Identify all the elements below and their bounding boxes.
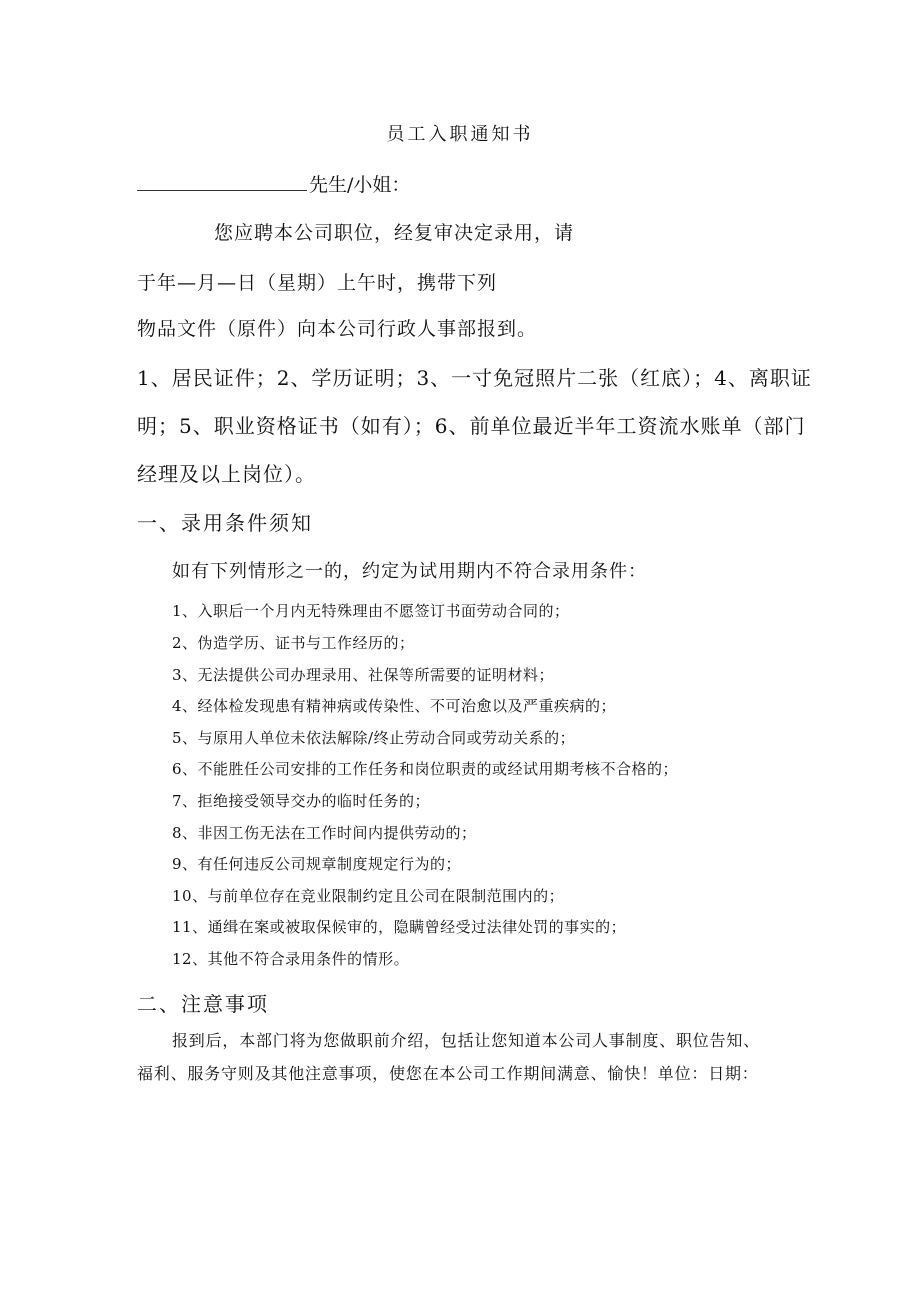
section2-heading: 二、注意事项 [137,992,269,1016]
page-title: 员工入职通知书 [386,124,534,145]
notice-line-2: 于年—月—日（星期）上午时，携带下列 [137,272,498,294]
condition-item: 5、与原用人单位未依法解除/终止劳动合同或劳动关系的； [172,729,576,747]
condition-item: 4、经体检发现患有精神病或传染性、不可治愈以及严重疾病的； [172,697,617,715]
condition-item: 8、非因工伤无法在工作时间内提供劳动的； [172,824,477,842]
notice-line-1: 您应聘本公司职位，经复审决定录用，请 [214,222,575,244]
section1-heading: 一、录用条件须知 [137,511,313,535]
condition-item: 3、无法提供公司办理录用、社保等所需要的证明材料； [172,666,555,684]
greeting-text: 先生/小姐： [309,174,411,196]
condition-item: 7、拒绝接受领导交办的临时任务的； [172,792,431,810]
greeting [137,170,410,197]
section1-intro: 如有下列情形之一的，约定为试用期内不符合录用条件： [172,561,647,582]
required-docs-line-1: 1、居民证件；2、学历证明；3、一寸免冠照片二张（红底）；4、离职证 [137,366,812,390]
condition-item: 9、有任何违反公司规章制度规定行为的； [172,855,462,873]
condition-item: 6、不能胜任公司安排的工作任务和岗位职责的或经试用期考核不合格的； [172,760,679,778]
name-blank [137,172,307,191]
condition-item: 11、通缉在案或被取保候审的，隐瞒曾经受过法律处罚的事实的； [172,918,627,936]
section2-paragraph-line-1: 报到后，本部门将为您做职前介绍，包括让您知道本公司人事制度、职位告知、 [172,1031,761,1050]
condition-item: 12、其他不符合录用条件的情形。 [172,950,410,968]
required-docs-line-2: 明；5、职业资格证书（如有）；6、前单位最近半年工资流水账单（部门 [137,414,806,438]
condition-item: 10、与前单位存在竞业限制约定且公司在限制范围内的； [172,887,565,905]
condition-item: 1、入职后一个月内无特殊理由不愿签订书面劳动合同的； [172,602,570,620]
condition-item: 2、伪造学历、证书与工作经历的； [172,634,415,652]
notice-line-3: 物品文件（原件）向本公司行政人事部报到。 [137,318,538,340]
section2-paragraph-line-2: 福利、服务守则及其他注意事项，使您在本公司工作期间满意、愉快！单位：日期： [137,1064,759,1083]
required-docs-line-3: 经理及以上岗位）。 [137,462,316,486]
